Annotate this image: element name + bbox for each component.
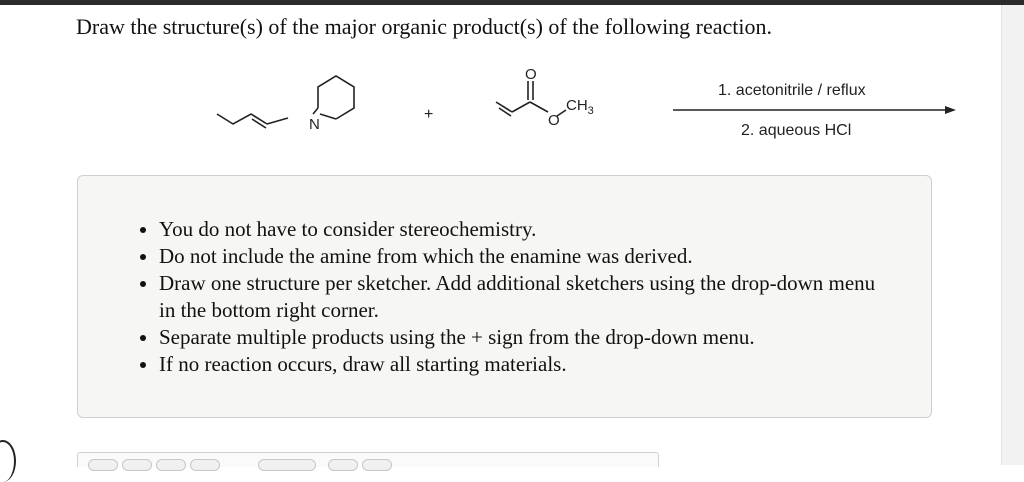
sketcher-tool-button[interactable] bbox=[258, 459, 316, 471]
condition-step-2: 2. aqueous HCl bbox=[741, 122, 852, 139]
instruction-item: • Separate multiple products using the + sign from the drop-down menu. bbox=[159, 324, 891, 351]
corner-decoration bbox=[0, 440, 16, 482]
acrylate-structure bbox=[496, 81, 566, 116]
nitrogen-label: N bbox=[309, 116, 320, 133]
sketcher-tool-button[interactable] bbox=[122, 459, 152, 471]
ester-oxygen-label: O bbox=[548, 112, 560, 129]
enamine-structure bbox=[217, 76, 354, 128]
plus-sign: + bbox=[424, 106, 434, 123]
sketcher-tool-button[interactable] bbox=[88, 459, 118, 471]
sketcher-tool-button[interactable] bbox=[362, 459, 392, 471]
sketcher-tool-button[interactable] bbox=[156, 459, 186, 471]
methyl-label: $CH_3$ bbox=[566, 97, 594, 117]
instruction-item: • Do not include the amine from which the enamine was derived. bbox=[159, 243, 891, 270]
sketcher-tool-button[interactable] bbox=[190, 459, 220, 471]
condition-step-1: 1. acetonitrile / reflux bbox=[718, 82, 866, 99]
instructions-list bbox=[78, 216, 891, 378]
arrow-head-icon bbox=[945, 106, 956, 114]
instructions-box bbox=[77, 175, 932, 418]
sketcher-tool-button[interactable] bbox=[328, 459, 358, 471]
top-bar bbox=[0, 0, 1024, 5]
instruction-item: • Draw one structure per sketcher. Add additional sketchers using the drop-down menu in the bottom right corner. bbox=[159, 270, 891, 324]
scrollbar-track[interactable] bbox=[1001, 5, 1024, 465]
instruction-item: • You do not have to consider stereochemistry. bbox=[159, 216, 891, 243]
carbonyl-oxygen-label: O bbox=[525, 66, 537, 83]
instruction-item: • If no reaction occurs, draw all starting materials. bbox=[159, 351, 891, 378]
question-prompt: Draw the structure(s) of the major organic product(s) of the following reaction. bbox=[76, 14, 773, 39]
reaction-scheme bbox=[200, 62, 970, 157]
